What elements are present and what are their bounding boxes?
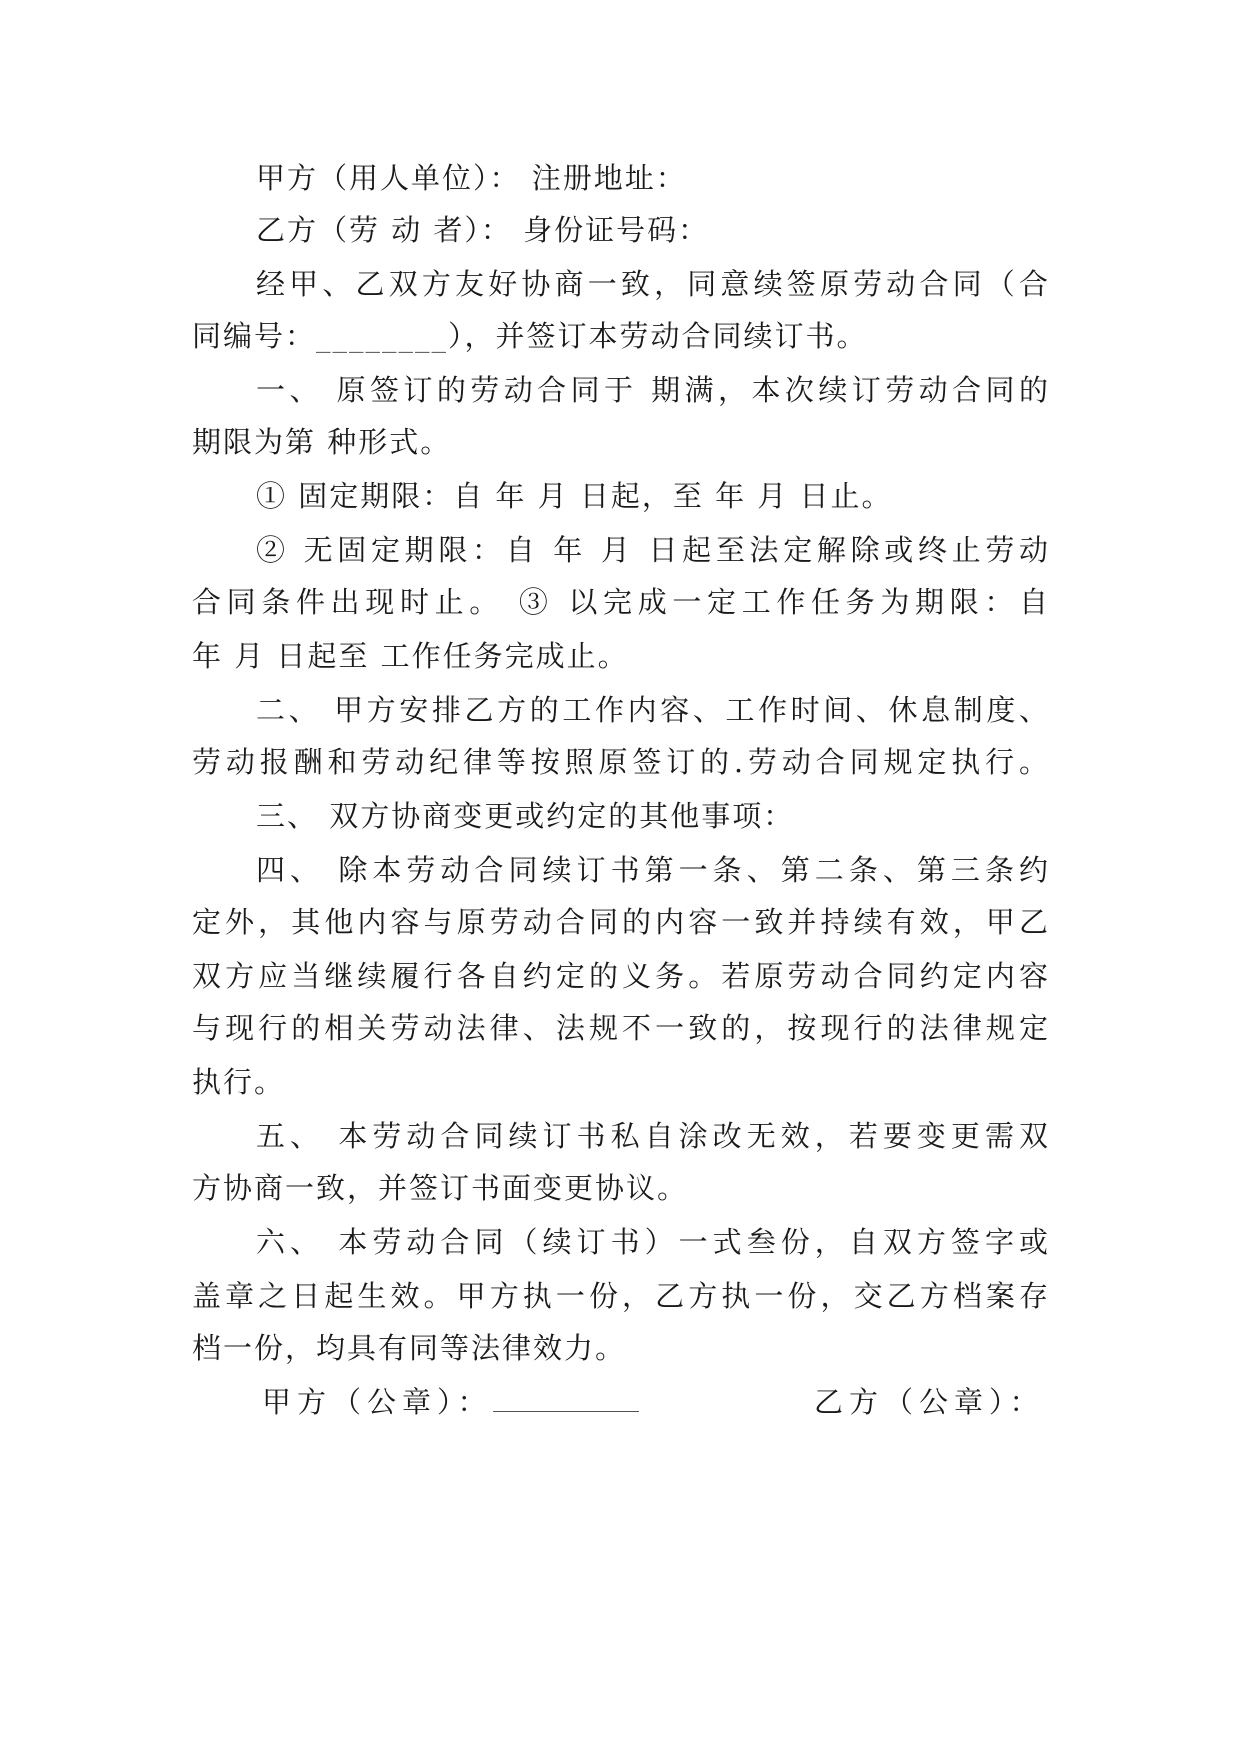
clause-3-line: 三、 双方协商变更或约定的其他事项： xyxy=(256,799,795,833)
clause-5-line-1: 五、 本劳动合同续订书私自涂改无效，若要变更需双 xyxy=(256,1119,1048,1153)
party-a-line: 甲方（用人单位）： 注册地址： xyxy=(256,161,687,195)
clause-4-line-4: 与现行的相关劳动法律、法规不一致的，按现行的法律规定 xyxy=(192,1011,1048,1045)
clause-1-line-1: 一、 原签订的劳动合同于 期满，本次续订劳动合同的 xyxy=(256,373,1048,407)
intro-line-1: 经甲、乙双方友好协商一致，同意续签原劳动合同（合 xyxy=(256,267,1048,301)
clause-2-line-1: 二、 甲方安排乙方的工作内容、工作时间、休息制度、 xyxy=(256,693,1048,727)
contract-number-label: 同编号： xyxy=(192,319,317,353)
contract-number-blank: ________ xyxy=(316,319,449,353)
clause-6-line-2: 盖章之日起生效。甲方执一份，乙方执一份，交乙方档案存 xyxy=(192,1279,1048,1313)
party-b-signature: 乙方（公章）： xyxy=(814,1385,1045,1419)
clause-6-line-1: 六、 本劳动合同（续订书）一式叁份，自双方签字或 xyxy=(256,1225,1048,1259)
clause-6-line-3: 档一份，均具有同等法律效力。 xyxy=(192,1331,627,1365)
clause-5-line-2: 方协商一致，并签订书面变更协议。 xyxy=(192,1171,689,1205)
clause-2-line-2: 劳动报酬和劳动纪律等按照原签订的.劳动合同规定执行。 xyxy=(192,745,1048,779)
party-a-seal-label: 甲方（公章）： xyxy=(262,1385,493,1419)
option-task-term-line: 年 月 日起至 工作任务完成止。 xyxy=(192,639,629,673)
intro-line-2 xyxy=(192,316,868,356)
clause-4-line-2: 定外，其他内容与原劳动合同的内容一致并持续有效，甲乙 xyxy=(192,905,1048,939)
option-open-term-line-1: ② 无固定期限：自 年 月 日起至法定解除或终止劳动 xyxy=(256,533,1048,567)
party-a-signature xyxy=(262,1382,639,1422)
clause-4-line-5: 执行。 xyxy=(192,1065,286,1099)
clause-1-line-2: 期限为第 种形式。 xyxy=(192,425,452,459)
option-open-term-line-2: 合同条件出现时止。 ③ 以完成一定工作任务为期限：自 xyxy=(192,585,1048,619)
party-b-line: 乙方（劳 动 者）： 身份证号码： xyxy=(256,213,710,247)
intro-line-2-tail: ），并签订本劳动合同续订书。 xyxy=(448,319,868,353)
clause-4-line-3: 双方应当继续履行各自约定的义务。若原劳动合同约定内容 xyxy=(192,959,1048,993)
clause-4-line-1: 四、 除本劳动合同续订书第一条、第二条、第三条约 xyxy=(256,853,1048,887)
party-a-signature-blank xyxy=(493,1383,639,1412)
option-fixed-term: ① 固定期限：自 年 月 日起，至 年 月 日止。 xyxy=(256,479,893,513)
